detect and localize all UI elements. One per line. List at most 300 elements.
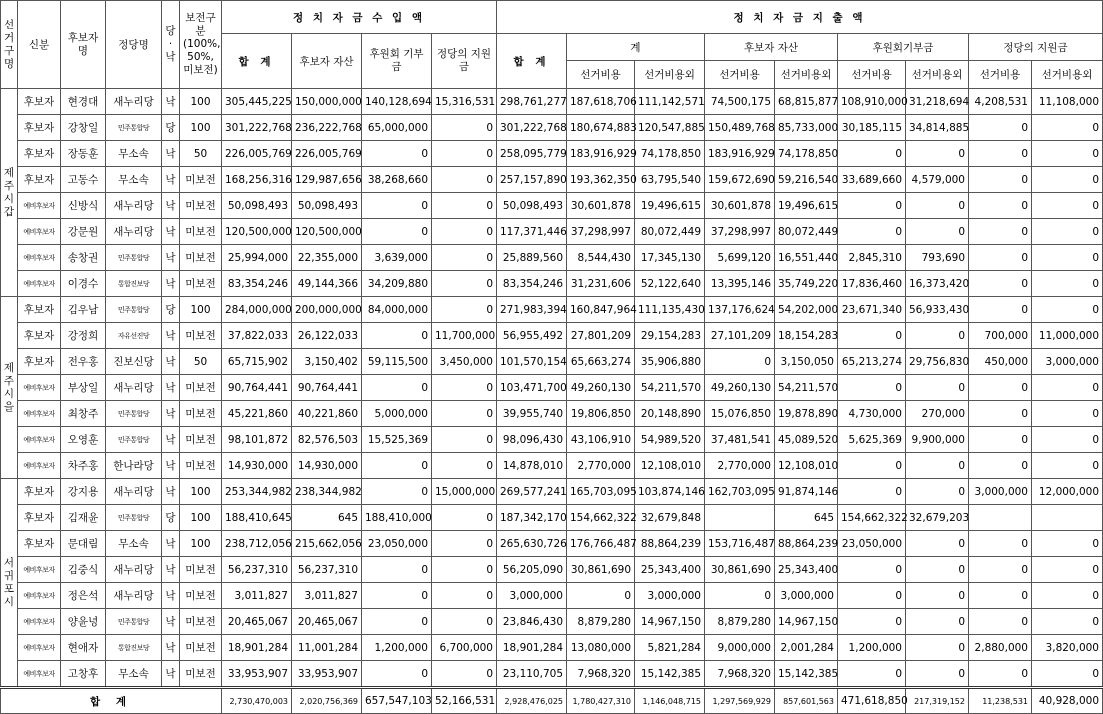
status-cell: 예비후보자 [18, 609, 61, 635]
amount-cell: 45,089,520 [775, 427, 838, 453]
table-row [1, 609, 1103, 635]
amount-cell: 0 [906, 609, 969, 635]
win-cell: 낙 [162, 531, 180, 557]
amount-cell: 56,237,310 [292, 557, 362, 583]
amount-cell: 0 [432, 505, 497, 531]
amount-cell: 90,764,441 [222, 375, 292, 401]
amount-cell: 32,679,203 [906, 505, 969, 531]
candidate-name: 정은석 [61, 583, 106, 609]
candidate-name: 김중식 [61, 557, 106, 583]
table-row [1, 219, 1103, 245]
amount-cell: 23,050,000 [362, 531, 432, 557]
amount-cell: 39,955,740 [497, 401, 567, 427]
header-win: 당·낙 [162, 1, 180, 89]
amount-cell: 37,481,541 [705, 427, 775, 453]
amount-cell: 0 [838, 453, 906, 479]
amount-cell: 0 [432, 557, 497, 583]
total-amount-cell: 857,601,563 [775, 688, 838, 714]
amount-cell: 0 [1032, 115, 1103, 141]
amount-cell: 0 [1032, 271, 1103, 297]
amount-cell: 4,208,531 [969, 89, 1032, 115]
amount-cell: 50,098,493 [222, 193, 292, 219]
amount-cell: 15,316,531 [432, 89, 497, 115]
status-cell: 후보자 [18, 349, 61, 375]
amount-cell: 7,968,320 [705, 661, 775, 688]
amount-cell: 0 [1032, 167, 1103, 193]
total-amount-cell: 11,238,531 [969, 688, 1032, 714]
amount-cell: 98,096,430 [497, 427, 567, 453]
amount-cell: 0 [1032, 297, 1103, 323]
amount-cell: 65,213,274 [838, 349, 906, 375]
amount-cell [969, 505, 1032, 531]
amount-cell: 0 [432, 661, 497, 688]
amount-cell: 15,142,385 [635, 661, 705, 688]
amount-cell: 301,222,768 [222, 115, 292, 141]
status-cell: 후보자 [18, 141, 61, 167]
win-cell: 당 [162, 505, 180, 531]
status-cell: 예비후보자 [18, 375, 61, 401]
amount-cell: 22,355,000 [292, 245, 362, 271]
amount-cell: 8,544,430 [567, 245, 635, 271]
amount-cell: 0 [969, 271, 1032, 297]
win-cell: 당 [162, 297, 180, 323]
candidate-name: 강창일 [61, 115, 106, 141]
amount-cell: 3,450,000 [432, 349, 497, 375]
amount-cell: 11,700,000 [432, 323, 497, 349]
amount-cell: 298,761,277 [497, 89, 567, 115]
win-cell: 낙 [162, 427, 180, 453]
win-cell: 낙 [162, 635, 180, 661]
win-cell: 낙 [162, 167, 180, 193]
table-row [1, 271, 1103, 297]
amount-cell: 52,122,640 [635, 271, 705, 297]
amount-cell: 0 [432, 427, 497, 453]
amount-cell: 0 [1032, 557, 1103, 583]
header-expense-own: 후보자 자산 [705, 34, 838, 61]
total-amount-cell: 2,020,756,369 [292, 688, 362, 714]
amount-cell: 187,342,170 [497, 505, 567, 531]
amount-cell: 43,106,910 [567, 427, 635, 453]
amount-cell: 80,072,449 [635, 219, 705, 245]
amount-cell: 258,095,779 [497, 141, 567, 167]
amount-cell: 3,000,000 [635, 583, 705, 609]
status-cell: 후보자 [18, 89, 61, 115]
amount-cell: 3,011,827 [292, 583, 362, 609]
amount-cell: 176,766,487 [567, 531, 635, 557]
amount-cell: 0 [567, 583, 635, 609]
amount-cell: 19,496,615 [635, 193, 705, 219]
amount-cell: 54,211,570 [775, 375, 838, 401]
amount-cell: 32,679,848 [635, 505, 705, 531]
header-income-total: 합 계 [222, 34, 292, 89]
amount-cell: 59,115,500 [362, 349, 432, 375]
amount-cell: 0 [1032, 193, 1103, 219]
amount-cell: 129,987,656 [292, 167, 362, 193]
total-amount-cell: 471,618,850 [838, 688, 906, 714]
amount-cell: 0 [838, 557, 906, 583]
amount-cell: 83,354,246 [497, 271, 567, 297]
amount-cell: 23,671,340 [838, 297, 906, 323]
party-cell: 무소속 [106, 141, 162, 167]
amount-cell: 0 [838, 219, 906, 245]
party-cell: 민주통합당 [106, 505, 162, 531]
total-amount-cell: 2,928,476,025 [497, 688, 567, 714]
subheader-elec: 선거비용 [969, 61, 1032, 89]
header-income: 정 치 자 금 수 입 액 [222, 1, 497, 34]
party-cell: 민주통합당 [106, 297, 162, 323]
amount-cell: 15,525,369 [362, 427, 432, 453]
amount-cell: 0 [432, 167, 497, 193]
win-cell: 낙 [162, 349, 180, 375]
header-expense-donation: 후원회기부금 [838, 34, 969, 61]
amount-cell: 16,373,420 [906, 271, 969, 297]
amount-cell: 2,770,000 [567, 453, 635, 479]
amount-cell: 193,362,350 [567, 167, 635, 193]
amount-cell: 1,200,000 [838, 635, 906, 661]
amount-cell: 9,000,000 [705, 635, 775, 661]
amount-cell: 0 [432, 219, 497, 245]
candidate-name: 강정희 [61, 323, 106, 349]
amount-cell: 54,202,000 [775, 297, 838, 323]
party-cell: 새누리당 [106, 219, 162, 245]
party-cell: 진보신당 [106, 349, 162, 375]
reimburse-cell: 미보전 [180, 167, 222, 193]
amount-cell: 25,343,400 [635, 557, 705, 583]
amount-cell: 0 [906, 323, 969, 349]
amount-cell: 16,551,440 [775, 245, 838, 271]
amount-cell: 17,836,460 [838, 271, 906, 297]
table-row [1, 323, 1103, 349]
district-name: 제 주 시 을 [1, 297, 18, 479]
table-row [1, 635, 1103, 661]
reimburse-cell: 미보전 [180, 427, 222, 453]
amount-cell: 0 [705, 349, 775, 375]
amount-cell: 0 [969, 427, 1032, 453]
amount-cell: 74,500,175 [705, 89, 775, 115]
amount-cell: 23,110,705 [497, 661, 567, 688]
amount-cell: 120,500,000 [292, 219, 362, 245]
status-cell: 예비후보자 [18, 401, 61, 427]
amount-cell: 0 [432, 375, 497, 401]
header-income-party: 정당의 지원금 [432, 34, 497, 89]
amount-cell: 3,000,000 [775, 583, 838, 609]
candidate-name: 문대림 [61, 531, 106, 557]
amount-cell: 91,874,146 [775, 479, 838, 505]
amount-cell: 83,354,246 [222, 271, 292, 297]
amount-cell: 0 [432, 115, 497, 141]
amount-cell: 111,135,430 [635, 297, 705, 323]
table-row [1, 453, 1103, 479]
amount-cell: 0 [969, 453, 1032, 479]
status-cell: 예비후보자 [18, 583, 61, 609]
table-row [1, 141, 1103, 167]
amount-cell: 108,910,000 [838, 89, 906, 115]
subheader-nonelec: 선거비용외 [635, 61, 705, 89]
amount-cell: 25,343,400 [775, 557, 838, 583]
amount-cell: 3,011,827 [222, 583, 292, 609]
amount-cell: 15,142,385 [775, 661, 838, 688]
amount-cell: 18,901,284 [222, 635, 292, 661]
header-expense-party: 정당의 지원금 [969, 34, 1103, 61]
table-row [1, 531, 1103, 557]
status-cell: 예비후보자 [18, 661, 61, 688]
district-name: 서 귀 포 시 [1, 479, 18, 688]
party-cell: 민주통합당 [106, 427, 162, 453]
table-row [1, 661, 1103, 688]
amount-cell: 14,930,000 [222, 453, 292, 479]
amount-cell: 4,730,000 [838, 401, 906, 427]
subheader-elec: 선거비용 [838, 61, 906, 89]
status-cell: 예비후보자 [18, 557, 61, 583]
party-cell: 무소속 [106, 661, 162, 688]
amount-cell: 200,000,000 [292, 297, 362, 323]
amount-cell: 56,205,090 [497, 557, 567, 583]
amount-cell: 49,144,366 [292, 271, 362, 297]
status-cell: 후보자 [18, 167, 61, 193]
amount-cell: 0 [1032, 583, 1103, 609]
amount-cell: 238,712,056 [222, 531, 292, 557]
party-cell: 통합진보당 [106, 635, 162, 661]
amount-cell: 13,395,146 [705, 271, 775, 297]
amount-cell: 3,150,050 [775, 349, 838, 375]
amount-cell: 301,222,768 [497, 115, 567, 141]
amount-cell: 0 [1032, 245, 1103, 271]
status-cell: 후보자 [18, 323, 61, 349]
amount-cell: 270,000 [906, 401, 969, 427]
header-party: 정당명 [106, 1, 162, 89]
amount-cell: 33,953,907 [292, 661, 362, 688]
win-cell: 낙 [162, 323, 180, 349]
amount-cell: 56,237,310 [222, 557, 292, 583]
amount-cell: 8,879,280 [705, 609, 775, 635]
reimburse-cell: 미보전 [180, 323, 222, 349]
grand-total-label: 합 계 [1, 688, 222, 714]
amount-cell: 162,703,095 [705, 479, 775, 505]
amount-cell: 269,577,241 [497, 479, 567, 505]
amount-cell: 14,878,010 [497, 453, 567, 479]
amount-cell: 0 [362, 193, 432, 219]
amount-cell: 3,150,402 [292, 349, 362, 375]
amount-cell: 30,185,115 [838, 115, 906, 141]
header-expense-total: 합 계 [497, 34, 567, 89]
win-cell: 낙 [162, 583, 180, 609]
amount-cell: 56,955,492 [497, 323, 567, 349]
status-cell: 후보자 [18, 531, 61, 557]
amount-cell: 59,216,540 [775, 167, 838, 193]
win-cell: 낙 [162, 245, 180, 271]
amount-cell: 215,662,056 [292, 531, 362, 557]
amount-cell: 23,846,430 [497, 609, 567, 635]
amount-cell: 80,072,449 [775, 219, 838, 245]
party-cell: 새누리당 [106, 583, 162, 609]
amount-cell: 0 [906, 531, 969, 557]
amount-cell: 7,968,320 [567, 661, 635, 688]
amount-cell: 33,953,907 [222, 661, 292, 688]
status-cell: 예비후보자 [18, 427, 61, 453]
party-cell: 통합진보당 [106, 271, 162, 297]
header-reimburse: 보전구분(100%, 50%, 미보전) [180, 1, 222, 89]
amount-cell: 257,157,890 [497, 167, 567, 193]
reimburse-cell: 100 [180, 297, 222, 323]
amount-cell: 12,108,010 [775, 453, 838, 479]
amount-cell: 0 [969, 141, 1032, 167]
candidate-name: 고동수 [61, 167, 106, 193]
amount-cell: 645 [292, 505, 362, 531]
candidate-name: 양윤녕 [61, 609, 106, 635]
table-row [1, 375, 1103, 401]
amount-cell: 0 [838, 661, 906, 688]
amount-cell: 54,211,570 [635, 375, 705, 401]
amount-cell [705, 505, 775, 531]
win-cell: 낙 [162, 141, 180, 167]
district-name: 제 주 시 갑 [1, 89, 18, 297]
amount-cell: 65,715,902 [222, 349, 292, 375]
table-row [1, 245, 1103, 271]
amount-cell: 187,618,706 [567, 89, 635, 115]
amount-cell: 0 [362, 141, 432, 167]
status-cell: 예비후보자 [18, 635, 61, 661]
amount-cell: 0 [906, 375, 969, 401]
amount-cell: 137,176,624 [705, 297, 775, 323]
win-cell: 낙 [162, 271, 180, 297]
party-cell: 민주통합당 [106, 115, 162, 141]
amount-cell: 11,000,000 [1032, 323, 1103, 349]
total-amount-cell: 217,319,152 [906, 688, 969, 714]
amount-cell: 30,861,690 [705, 557, 775, 583]
party-cell: 무소속 [106, 531, 162, 557]
table-row [1, 89, 1103, 115]
amount-cell: 0 [432, 141, 497, 167]
amount-cell: 30,601,878 [567, 193, 635, 219]
amount-cell: 38,268,660 [362, 167, 432, 193]
amount-cell: 793,690 [906, 245, 969, 271]
candidate-name: 차주홍 [61, 453, 106, 479]
reimburse-cell: 100 [180, 531, 222, 557]
amount-cell: 183,916,929 [705, 141, 775, 167]
amount-cell: 8,879,280 [567, 609, 635, 635]
table-row [1, 115, 1103, 141]
reimburse-cell: 미보전 [180, 583, 222, 609]
amount-cell: 0 [906, 661, 969, 688]
win-cell: 낙 [162, 609, 180, 635]
amount-cell: 117,371,446 [497, 219, 567, 245]
amount-cell: 33,689,660 [838, 167, 906, 193]
total-amount-cell: 1,780,427,310 [567, 688, 635, 714]
amount-cell: 154,662,322 [838, 505, 906, 531]
win-cell: 낙 [162, 219, 180, 245]
status-cell: 후보자 [18, 297, 61, 323]
candidate-name: 오영훈 [61, 427, 106, 453]
win-cell: 낙 [162, 479, 180, 505]
win-cell: 당 [162, 115, 180, 141]
candidate-name: 신방식 [61, 193, 106, 219]
party-cell: 새누리당 [106, 193, 162, 219]
candidate-name: 송창권 [61, 245, 106, 271]
amount-cell: 284,000,000 [222, 297, 292, 323]
amount-cell: 188,410,000 [362, 505, 432, 531]
amount-cell: 56,933,430 [906, 297, 969, 323]
amount-cell: 0 [432, 297, 497, 323]
amount-cell: 19,496,615 [775, 193, 838, 219]
party-cell: 새누리당 [106, 479, 162, 505]
amount-cell: 3,820,000 [1032, 635, 1103, 661]
amount-cell: 0 [432, 583, 497, 609]
amount-cell: 150,000,000 [292, 89, 362, 115]
amount-cell: 5,699,120 [705, 245, 775, 271]
reimburse-cell: 100 [180, 89, 222, 115]
amount-cell: 645 [775, 505, 838, 531]
amount-cell: 23,050,000 [838, 531, 906, 557]
status-cell: 예비후보자 [18, 245, 61, 271]
amount-cell: 65,000,000 [362, 115, 432, 141]
party-cell: 새누리당 [106, 89, 162, 115]
amount-cell: 34,814,885 [906, 115, 969, 141]
total-amount-cell: 1,297,569,929 [705, 688, 775, 714]
amount-cell: 37,822,033 [222, 323, 292, 349]
win-cell: 낙 [162, 557, 180, 583]
amount-cell: 35,906,880 [635, 349, 705, 375]
amount-cell: 3,000,000 [497, 583, 567, 609]
amount-cell: 0 [969, 401, 1032, 427]
amount-cell: 0 [906, 635, 969, 661]
amount-cell: 17,345,130 [635, 245, 705, 271]
amount-cell: 0 [969, 531, 1032, 557]
amount-cell: 103,471,700 [497, 375, 567, 401]
win-cell: 낙 [162, 661, 180, 688]
amount-cell: 450,000 [969, 349, 1032, 375]
amount-cell: 5,821,284 [635, 635, 705, 661]
reimburse-cell: 미보전 [180, 401, 222, 427]
party-cell: 자유선진당 [106, 323, 162, 349]
amount-cell: 25,994,000 [222, 245, 292, 271]
status-cell: 후보자 [18, 115, 61, 141]
amount-cell: 154,662,322 [567, 505, 635, 531]
reimburse-cell: 100 [180, 115, 222, 141]
candidate-name: 최창주 [61, 401, 106, 427]
amount-cell: 74,178,850 [635, 141, 705, 167]
amount-cell: 14,930,000 [292, 453, 362, 479]
amount-cell: 31,231,606 [567, 271, 635, 297]
reimburse-cell: 미보전 [180, 453, 222, 479]
subheader-nonelec: 선거비용외 [775, 61, 838, 89]
candidate-name: 현경대 [61, 89, 106, 115]
amount-cell: 0 [432, 609, 497, 635]
amount-cell: 0 [1032, 453, 1103, 479]
amount-cell: 103,874,146 [635, 479, 705, 505]
reimburse-cell: 50 [180, 141, 222, 167]
amount-cell: 120,547,885 [635, 115, 705, 141]
amount-cell: 0 [1032, 531, 1103, 557]
amount-cell: 0 [362, 661, 432, 688]
amount-cell: 140,128,694 [362, 89, 432, 115]
table-row [1, 427, 1103, 453]
candidate-name: 김재윤 [61, 505, 106, 531]
candidate-name: 강지용 [61, 479, 106, 505]
party-cell: 새누리당 [106, 557, 162, 583]
subheader-nonelec: 선거비용외 [906, 61, 969, 89]
amount-cell: 37,298,997 [705, 219, 775, 245]
amount-cell: 65,663,274 [567, 349, 635, 375]
table-row [1, 401, 1103, 427]
win-cell: 낙 [162, 193, 180, 219]
amount-cell: 165,703,095 [567, 479, 635, 505]
amount-cell: 265,630,726 [497, 531, 567, 557]
amount-cell: 2,880,000 [969, 635, 1032, 661]
amount-cell: 153,716,487 [705, 531, 775, 557]
amount-cell: 0 [1032, 219, 1103, 245]
table-row [1, 505, 1103, 531]
party-cell: 한나라당 [106, 453, 162, 479]
